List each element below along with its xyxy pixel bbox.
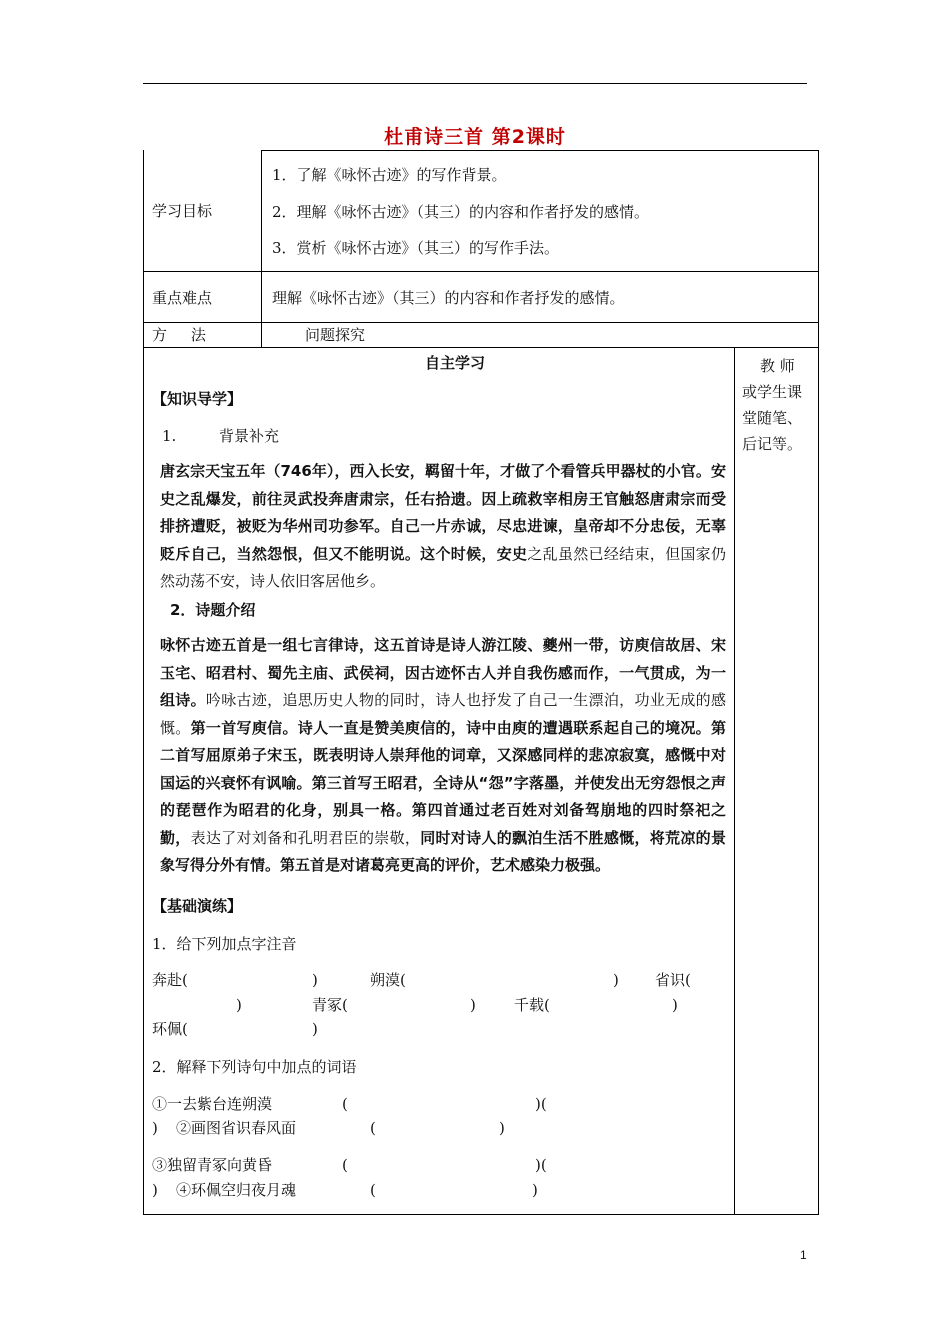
question-2: 2．解释下列诗句中加点的词语 <box>152 1058 357 1076</box>
pinyin-item: 朔漠( <box>370 971 406 989</box>
pinyin-close: ) <box>470 996 476 1014</box>
verse-item: ④环佩空归夜月魂 <box>176 1181 297 1199</box>
blank-open: ( <box>370 1181 376 1199</box>
background-number: 1. <box>162 427 177 445</box>
header-rule <box>143 83 807 84</box>
blank-close: ) <box>152 1181 158 1199</box>
knowledge-heading: 【知识导学】 <box>152 390 243 408</box>
background-plain: 之乱虽然已经结束，但国家仍然动荡不安，诗人依旧客居他乡。 <box>160 544 726 590</box>
intro-bold: 第一首写庾信。诗人一直是赞美庾信的，诗中由庾的遭遇联系起自己的境况。第二首写屈原弟子宋玉，既表明诗人崇拜他的词章，又深感同样的悲凉寂寞，感慨中对国运的兴衰怀有讽喻。第三首写王昭君，全诗从“怨”字落墨，并使发出无穷怨恨之声的琵琶作为昭君的化身，别具一格。第四首通过老百姓对刘备驾崩地的四时祭祀之勤， <box>160 718 726 847</box>
background-title: 背景补充 <box>219 427 280 445</box>
objectives-label: 学习目标 <box>152 202 213 220</box>
pinyin-close: ) <box>613 971 619 989</box>
page-title: 杜甫诗三首 第2课时 <box>384 126 566 148</box>
blank-close: ) <box>532 1181 538 1199</box>
pinyin-item: 奔赴( <box>152 971 188 989</box>
key-points-text: 理解《咏怀古迹》（其三）的内容和作者抒发的感情。 <box>272 289 625 307</box>
intro-bold: 同时对诗人的飘泊生活不胜感慨，将荒凉的景象写得分外有情。第五首是对诸葛亮更高的评价，艺术感染力极强。 <box>160 828 726 874</box>
background-paragraph <box>160 458 726 596</box>
background-bold: 唐玄宗天宝五年（746年），西入长安，羁留十年，才做了个看管兵甲器杖的小官。安史之乱爆发，前往灵武投奔唐肃宗，任右拾遗。因上疏救宰相房王官触怒唐肃宗而受排挤遭贬，被贬为华州司功参军。自己一片赤诚，尽忠进谏，皇帝却不分忠佞，无辜贬斥自己，当然怨恨，但又不能明说。这个时候，安史 <box>160 462 726 563</box>
blank-open: ( <box>342 1095 348 1113</box>
method-label: 方 法 <box>152 326 206 344</box>
pinyin-close: ) <box>312 1020 318 1038</box>
row-divider <box>143 347 819 348</box>
col-divider <box>734 347 735 1215</box>
verse-item: ①一去紫台连朔漠 <box>152 1095 273 1113</box>
pinyin-item: 环佩( <box>152 1020 188 1038</box>
intro-plain: 吟咏古迹，追思历史人物的同时，诗人也抒发了自己一生漂泊，功业无成的感慨。 <box>160 691 726 737</box>
table-top-border <box>261 150 819 151</box>
blank-open: ( <box>370 1119 376 1137</box>
intro-bold: 咏怀古迹五首是一组七言律诗，这五首诗是诗人游江陵、夔州一带，访庾信故居、宋玉宅、昭君村、蜀先主庙、武侯祠，因古迹怀古人并自我伤感而作，一气贯成，为一组诗。 <box>160 636 726 709</box>
objective-item: 3．赏析《咏怀古迹》（其三）的写作手法。 <box>272 239 560 257</box>
pinyin-item: 千载( <box>514 996 550 1014</box>
verse-item: ③独留青冢向黄昏 <box>152 1156 273 1174</box>
pinyin-close: ) <box>312 971 318 989</box>
row-divider <box>143 271 819 272</box>
sidebar-note-line: 堂随笔、 <box>742 409 803 427</box>
key-points-label: 重点难点 <box>152 289 213 307</box>
intro-plain: 表达了对刘备和孔明君臣的崇敬， <box>190 828 421 847</box>
pinyin-close: ) <box>236 996 242 1014</box>
intro-paragraph <box>160 632 726 880</box>
verse-item: ②画图省识春风面 <box>176 1119 297 1137</box>
blank-close-open: )( <box>535 1095 547 1113</box>
sidebar-note-line: 或学生课 <box>742 383 803 401</box>
practice-heading: 【基础演练】 <box>152 897 243 915</box>
page-number: 1 <box>800 1248 807 1262</box>
question-1: 1．给下列加点字注音 <box>152 935 297 953</box>
blank-close-open: )( <box>535 1156 547 1174</box>
sidebar-note-line: 教 师 <box>760 357 795 375</box>
pinyin-item: 青冢( <box>312 996 348 1014</box>
blank-close: ) <box>152 1119 158 1137</box>
pinyin-item: 省识( <box>655 971 691 989</box>
sidebar-note-line: 后记等。 <box>742 435 803 453</box>
objective-item: 2．理解《咏怀古迹》（其三）的内容和作者抒发的感情。 <box>272 203 650 221</box>
blank-close: ) <box>499 1119 505 1137</box>
row-divider <box>143 322 819 323</box>
intro-title: 2．诗题介绍 <box>170 601 256 619</box>
method-text: 问题探究 <box>305 326 366 344</box>
objective-item: 1．了解《咏怀古迹》的写作背景。 <box>272 166 507 184</box>
blank-open: ( <box>342 1156 348 1174</box>
col-divider <box>261 150 262 348</box>
pinyin-close: ) <box>672 996 678 1014</box>
section-heading: 自主学习 <box>425 354 486 372</box>
